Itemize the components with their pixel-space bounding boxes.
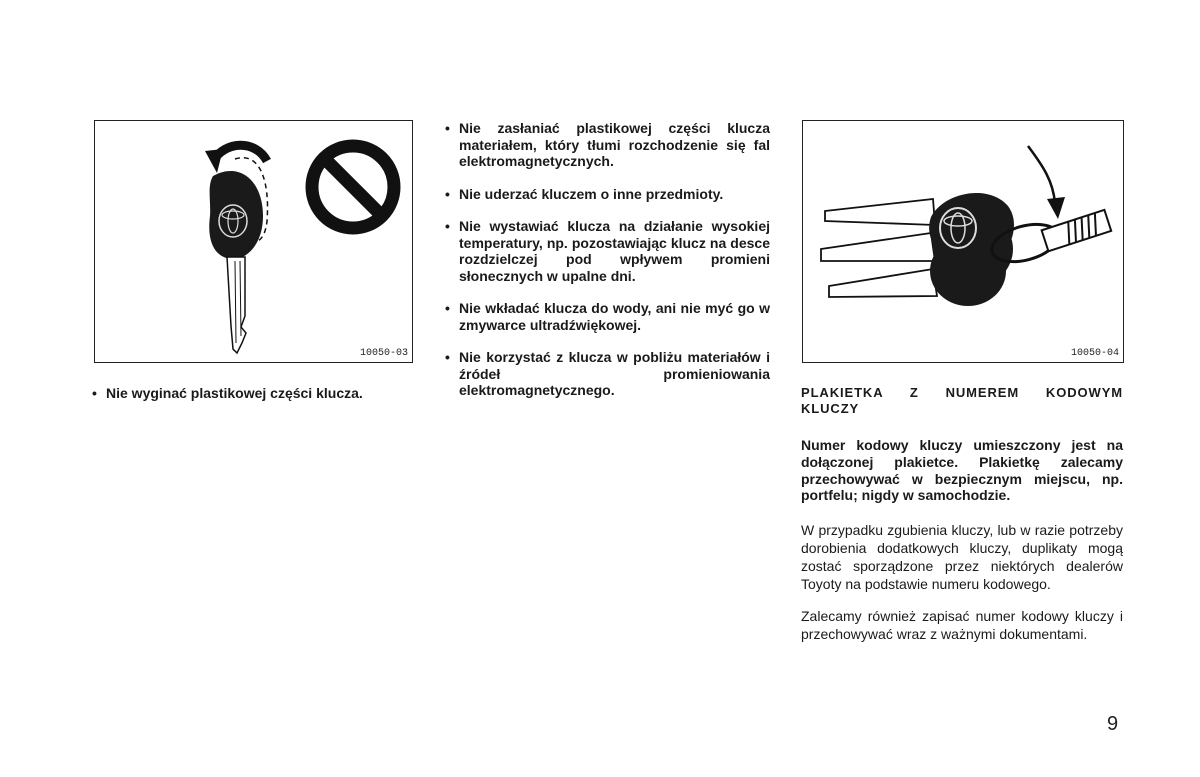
key-head — [209, 171, 263, 259]
list-item: • Nie zasłaniać plastikowej części klucza materiałem, który tłumi rozchodzenie się fal elektromagnetycznych. — [445, 120, 770, 170]
list-item: • Nie wkładać klucza do wody, ani nie myć go w zmywarce ultradźwiękowej. — [445, 300, 770, 333]
figure-key-plate — [802, 120, 1124, 363]
paragraph: Zalecamy również zapisać numer kodowy kluczy i przechowywać wraz z ważnymi dokumentami. — [801, 608, 1123, 643]
list-item: • Nie uderzać kluczem o inne przedmioty. — [445, 186, 770, 203]
code-plate — [1042, 210, 1112, 251]
list-item: • Nie wyginać plastikowej części klucza. — [92, 385, 412, 402]
code-plate-section — [801, 385, 1123, 657]
prohibition-icon — [312, 146, 394, 228]
figure-code: 10050-04 — [1070, 348, 1119, 359]
bullet-list-col1 — [92, 385, 412, 419]
section-heading-line2: KLUCZY — [801, 401, 860, 416]
key-blade — [227, 257, 246, 353]
list-item: • Nie korzystać z klucza w pobliżu materiałów i źródeł promieniowania elektromagnetycznego. — [445, 349, 770, 399]
bullet-list-col2 — [445, 120, 770, 415]
bold-paragraph: Numer kodowy kluczy umieszczony jest na dołączonej plakietce. Plakietkę zalecamy przechowywać w bezpiecznym miejscu, np. portfelu; nigdy w samochodzie. — [801, 437, 1123, 504]
figure-key-bend — [94, 120, 413, 363]
keys-illustration — [803, 121, 1125, 364]
section-heading — [801, 385, 1123, 417]
page-number: 9 — [1107, 713, 1119, 735]
pointer-arrow-icon — [1028, 146, 1055, 203]
list-item: • Nie wystawiać klucza na działanie wysokiej temperatury, np. pozostawiając klucz na desce rozdzielczej pod wpływem promieni słonecznych w upalne dni. — [445, 218, 770, 284]
figure-code: 10050-03 — [359, 348, 408, 359]
section-heading-line1: PLAKIETKA Z NUMEREM KODOWYM — [801, 385, 1123, 400]
key-illustration — [95, 121, 414, 364]
paragraph: W przypadku zgubienia kluczy, lub w razie potrzeby dorobienia dodatkowych kluczy, duplikaty mogą zostać sporządzone przez niektórych dealerów Toyoty na podstawie numeru kodowego. — [801, 522, 1123, 593]
